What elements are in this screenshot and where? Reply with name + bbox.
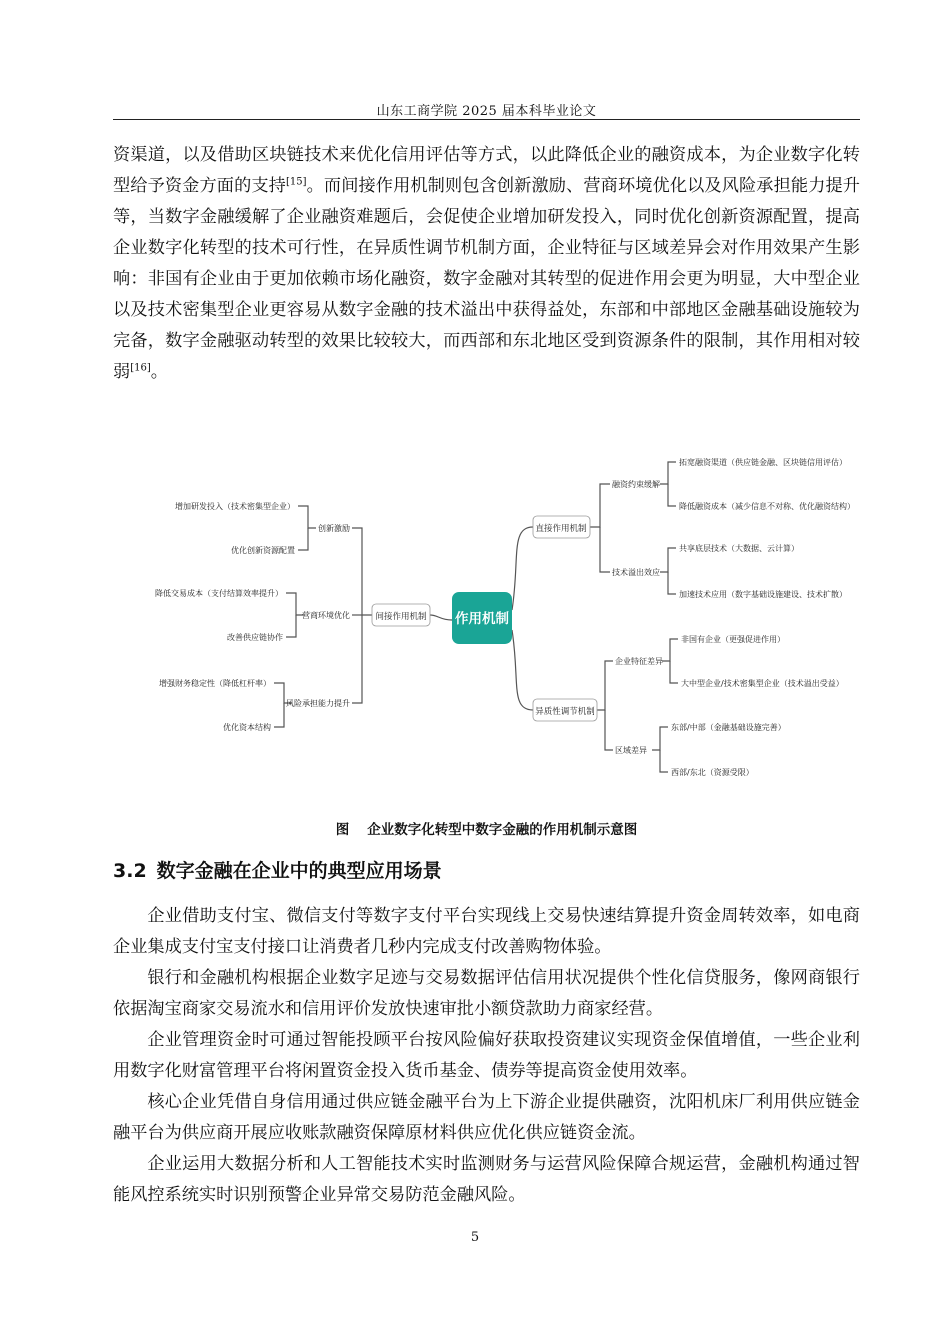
branch-label: 企业特征差异 [615,657,663,666]
edge [298,506,316,528]
page-number: 5 [470,1230,480,1245]
leaf-label: 大中型企业/技术密集型企业（技术溢出受益） [681,679,844,688]
section-number: 3.2 [113,860,147,882]
leaf-label: 降低融资成本（减少信息不对称、优化融资结构） [679,502,855,511]
body-paragraph: 银行和金融机构根据企业数字足迹与交易数据评估信用状况提供个性化信贷服务，像网商银行依据淘宝商家交易流水和信用评价发放快速审批小额贷款助力商家经营。 [113,968,860,1019]
edge [286,615,296,637]
branch-label: 营商环境优化 [302,611,350,620]
branch-label: 风险承担能力提升 [286,699,350,708]
header-rule [113,119,860,120]
figure-caption-label: 图 [335,822,350,838]
citation-ref[interactable]: [16] [130,362,151,374]
edge [352,615,362,703]
leaf-label: 非国有企业（更强促进作用） [681,635,785,644]
center-label: 作用机制 [455,611,509,627]
leaf-label: 增强财务稳定性（降低杠杆率） [159,679,271,688]
indirect-label: 间接作用机制 [375,612,427,622]
edge [512,630,533,710]
page-header: 山东工商学院 2025 届本科毕业论文 [376,104,597,119]
edge [298,528,308,550]
branch-label: 区域差异 [615,746,647,755]
edge [274,703,284,727]
intro-text-2: 。而间接作用机制则包含创新激励、营商环境优化以及风险承担能力提升等，当数字金融缓解了企业融资难题后，会促使企业增加研发投入，同时优化创新资源配置，提高企业数字化转型的技术可行性，在异质性调节机制方面，企业特征与区域差异会对作用效果产生影响：非国有企业由于更加依赖市场化融资，数字金融对其转型的促进作用会更为明显，大中型企业以及技术密集型企业更容易从数字金融的技术溢出中获得益处，东部和中部地区金融基础设施较为完备，数字金融驱动转型的效果比较较大，而西部和东北地区受到资源条件的限制，其作用相对较弱 [113,176,860,382]
branch-label: 创新激励 [318,524,350,533]
edge [590,484,610,527]
edge [600,527,610,572]
edge [652,727,668,750]
leaf-label: 加速技术应用（数字基础设施建设、技术扩散） [679,590,847,599]
intro-paragraph [113,140,860,388]
leaf-label: 降低交易成本（支付结算效率提升） [155,589,283,598]
citation-ref[interactable]: [15] [285,176,307,188]
leaf-label: 优化资本结构 [223,723,271,732]
figure-caption-text: 企业数字化转型中数字金融的作用机制示意图 [367,822,638,838]
edge [512,527,533,610]
body-paragraph: 企业运用大数据分析和人工智能技术实时监测财务与运营风险保障合规运营，金融机构通过智能风控系统实时识别预警企业异常交易防范金融风险。 [113,1154,860,1205]
edge [668,572,676,594]
edge [668,484,676,506]
mechanism-mindmap [0,420,950,820]
leaf-label: 优化创新资源配置 [231,546,295,555]
leaf-label: 西部/东北（资源受限） [671,768,754,777]
leaf-label: 共享底层技术（大数据、云计算） [679,544,799,553]
edge [660,750,668,772]
leaf-label: 拓宽融资渠道（供应链金融、区块链信用评估） [679,458,847,467]
edge [352,528,372,615]
leaf-label: 增加研发投入（技术密集型企业） [175,502,295,511]
edge [670,661,678,683]
hetero-label: 异质性调节机制 [535,707,595,717]
branch-label: 技术溢出效应 [612,568,660,577]
body-paragraph: 企业管理资金时可通过智能投顾平台按风险偏好获取投资建议实现资金保值增值，一些企业利用数字化财富管理平台将闲置资金投入货币基金、债券等提高资金使用效率。 [113,1030,860,1081]
edge [605,710,613,750]
leaf-label: 改善供应链协作 [227,633,283,642]
edge [597,661,613,710]
section-heading [113,856,442,883]
direct-label: 直接作用机制 [535,524,587,534]
body-paragraph: 企业借助支付宝、微信支付等数字支付平台实现线上交易快速结算提升资金周转效率，如电商企业集成支付宝支付接口让消费者几秒内完成支付改善购物体验。 [113,906,860,957]
section-title: 数字金融在企业中的典型应用场景 [156,860,442,882]
edge [430,615,452,620]
edge [662,639,678,661]
body-paragraph: 核心企业凭借自身信用通过供应链金融平台为上下游企业提供融资，沈阳机床厂利用供应链金融平台为供应商开展应收账款融资保障原材料供应优化供应链资金流。 [113,1092,860,1143]
leaf-label: 东部/中部（金融基础设施完善） [671,723,786,732]
edge [660,548,676,572]
intro-text-1: 资渠道，以及借助区块链技术来优化信用评估等方式，以此降低企业的融资成本，为企业数字化转型给予资金方面的支持 [113,145,860,196]
intro-text-3: 。 [150,362,168,382]
figure-caption [113,818,860,838]
edge [660,462,676,484]
branch-label: 融资约束缓解 [612,480,660,489]
